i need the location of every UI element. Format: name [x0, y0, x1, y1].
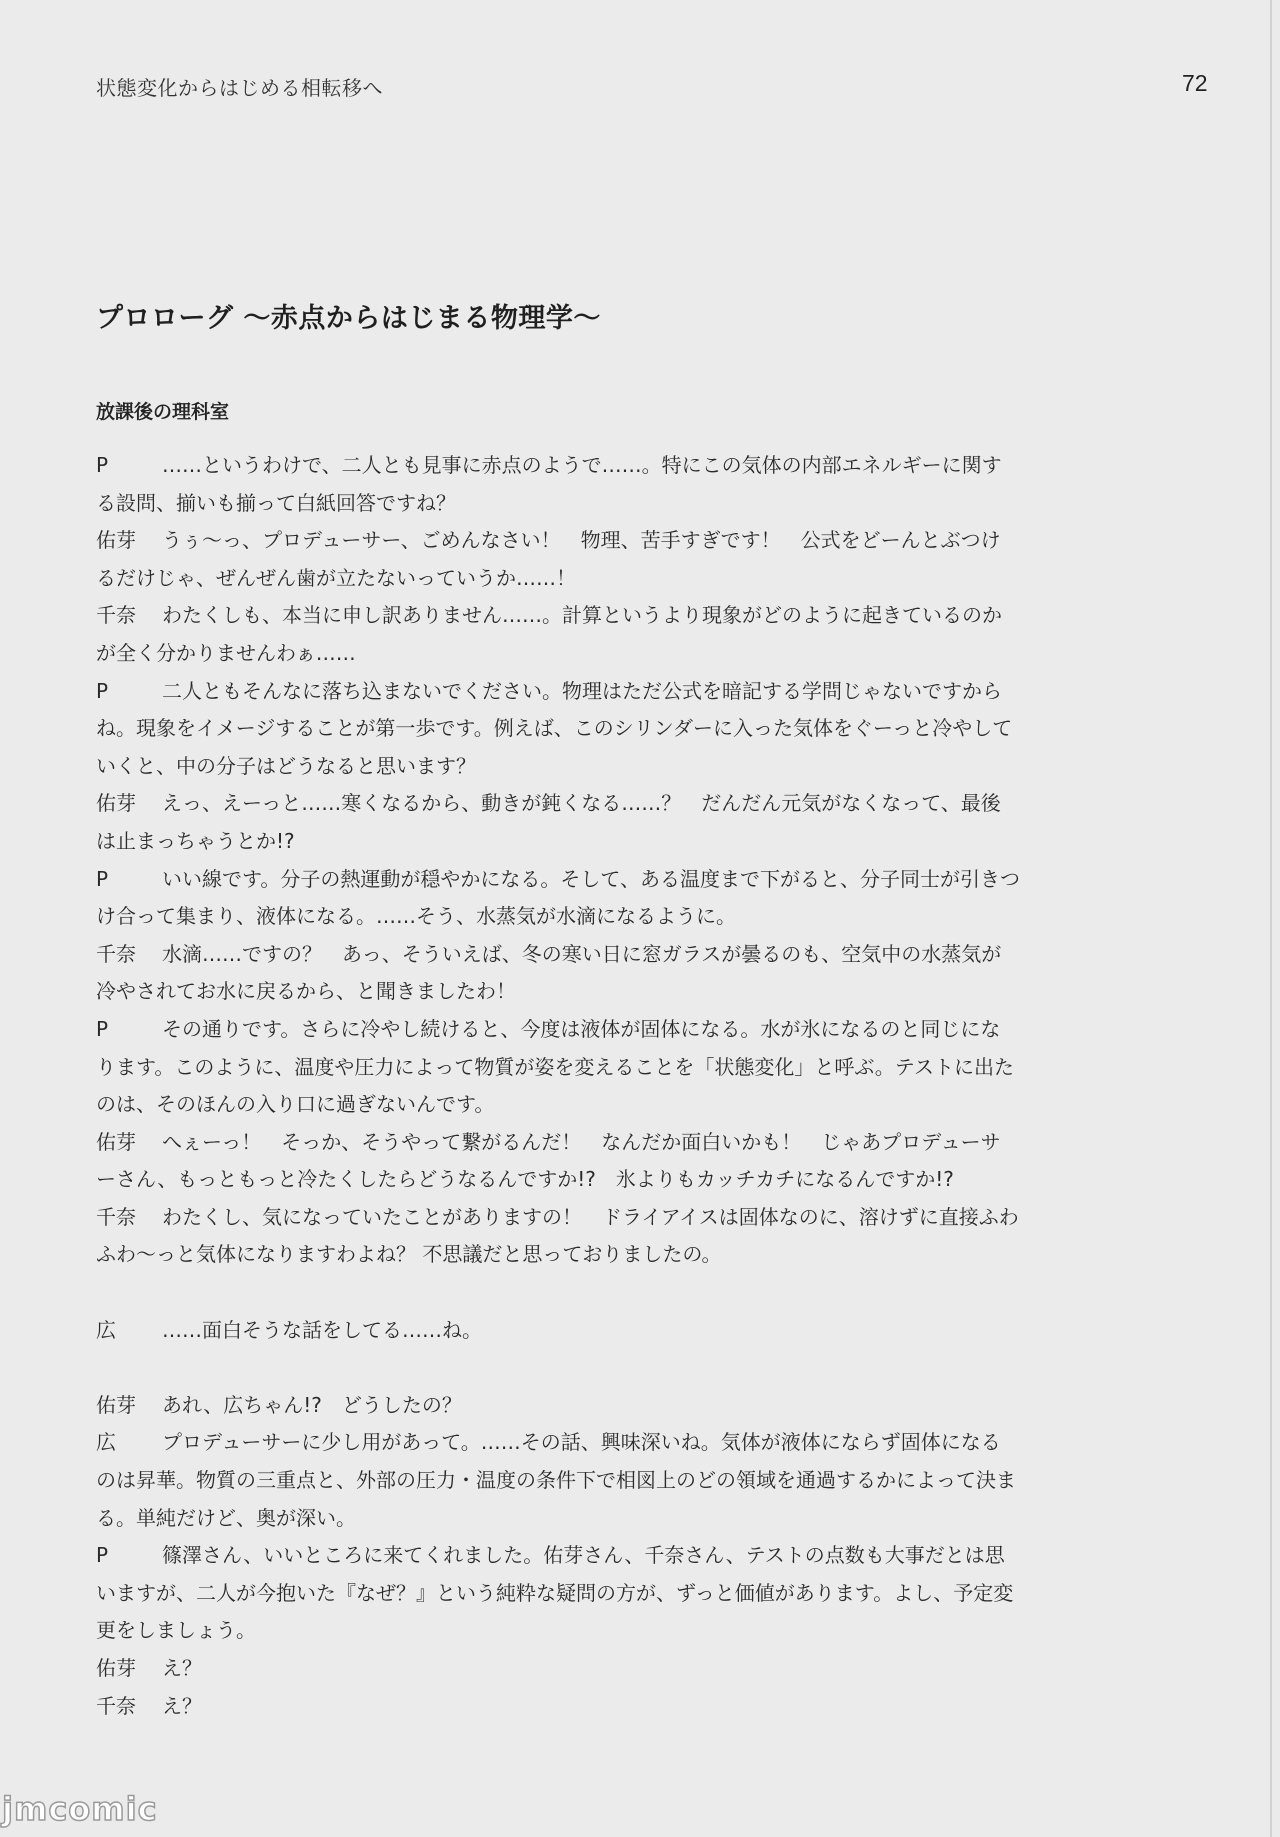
dialogue-text: わたくしも、本当に申し訳ありません……。計算というより現象がどのように起きているのかが全く分かりませんわぁ…… [96, 603, 1002, 665]
speaker-name: 佑芽 [96, 528, 136, 553]
dialogue-text: プロデューサーに少し用があって。……その話、興味深いね。気体が液体にならず固体になるのは昇華。物質の三重点と、外部の圧力・温度の条件下で相図上のどの領域を通過するかによって決まる。単純だけど、奥が深い。 [96, 1430, 1016, 1530]
dialogue-text: ……というわけで、二人とも見事に赤点のようで……。特にこの気体の内部エネルギーに関する設問、揃いも揃って白紙回答ですね？ [96, 453, 1002, 515]
dialogue-text: わたくし、気になっていたことがありますの！ ドライアイスは固体なのに、溶けずに直接ふわふわ〜っと気体になりますわよね？ 不思議だと思っておりましたの。 [96, 1204, 1019, 1267]
dialogue-text: ……面白そうな話をしてる……ね。 [162, 1317, 482, 1342]
dialogue-text: あれ、広ちゃん!? どうしたの？ [162, 1392, 462, 1417]
running-head-title: 状態変化からはじめる相転移へ [96, 76, 383, 100]
blank-line [96, 1349, 1020, 1387]
dialogue-line [96, 936, 1020, 1011]
speaker-name: 佑芽 [96, 1392, 136, 1417]
speaker-name: 千奈 [96, 1204, 136, 1229]
dialogue-text: いい線です。分子の熱運動が穏やかになる。そして、ある温度まで下がると、分子同士が引きつけ合って集まり、液体になる。……そう、水蒸気が水滴になるように。 [96, 866, 1020, 929]
dialogue-block [96, 447, 1020, 1725]
dialogue-line [96, 1387, 1020, 1425]
speaker-name: P [96, 1543, 109, 1568]
dialogue-line [96, 673, 1020, 786]
dialogue-line [96, 861, 1020, 936]
speaker-name: 佑芽 [96, 1129, 136, 1154]
speaker-name: 千奈 [96, 1693, 136, 1718]
dialogue-text: うぅ〜っ、プロデューサー、ごめんなさい！ 物理、苦手すぎです！ 公式をどーんとぶつけるだけじゃ、ぜんぜん歯が立たないっていうか……！ [96, 528, 1001, 590]
dialogue-line [96, 1688, 1020, 1726]
watermark-logo: jmcomic [2, 1790, 158, 1828]
dialogue-text: えっ、えーっと……寒くなるから、動きが鈍くなる……？ だんだん元気がなくなって、最後は止まっちゃうとか!? [96, 791, 1001, 853]
dialogue-line [96, 1424, 1020, 1537]
dialogue-text: 水滴……ですの？ あっ、そういえば、冬の寒い日に窓ガラスが曇るのも、空気中の水蒸気が冷やされてお水に戻るから、と聞きましたわ！ [96, 941, 1002, 1004]
speaker-name: P [96, 678, 109, 703]
page-edge-line [1270, 0, 1272, 1837]
speaker-name: 広 [96, 1430, 116, 1455]
page-number: 72 [1182, 70, 1208, 96]
dialogue-line [96, 447, 1020, 522]
dialogue-line [96, 1650, 1020, 1688]
dialogue-text: へぇーっ！ そっか、そうやって繋がるんだ！ なんだか面白いかも！ じゃあプロデューサーさん、もっともっと冷たくしたらどうなるんですか!? 氷よりもカッチカチになるんですか!? [96, 1129, 1001, 1192]
dialogue-line [96, 1537, 1020, 1650]
speaker-name: P [96, 866, 109, 891]
speaker-name: 佑芽 [96, 791, 136, 816]
dialogue-line [96, 1199, 1020, 1274]
speaker-name: P [96, 453, 109, 477]
section-title: 放課後の理科室 [96, 401, 230, 423]
dialogue-text: その通りです。さらに冷やし続けると、今度は液体が固体になる。水が氷になるのと同じになります。このように、温度や圧力によって物質が姿を変えることを「状態変化」と呼ぶ。テストに出たのは、そのほんの入り口に過ぎないんです。 [96, 1016, 1014, 1117]
dialogue-text: え？ [162, 1693, 202, 1718]
dialogue-line [96, 1312, 1020, 1350]
dialogue-line [96, 785, 1020, 860]
dialogue-line [96, 1124, 1020, 1199]
chapter-title: プロローグ 〜赤点からはじまる物理学〜 [96, 303, 601, 334]
speaker-name: 佑芽 [96, 1656, 136, 1680]
dialogue-line [96, 597, 1020, 672]
speaker-name: 広 [96, 1317, 116, 1342]
speaker-name: 千奈 [96, 603, 136, 628]
dialogue-text: 二人ともそんなに落ち込まないでください。物理はただ公式を暗記する学問じゃないですからね。現象をイメージすることが第一歩です。例えば、このシリンダーに入った気体をぐーっと冷やしていくと、中の分子はどうなると思います？ [96, 678, 1013, 778]
speaker-name: P [96, 1016, 109, 1041]
blank-line [96, 1274, 1020, 1312]
dialogue-line [96, 1011, 1020, 1124]
speaker-name: 千奈 [96, 941, 136, 966]
dialogue-text: 篠澤さん、いいところに来てくれました。佑芽さん、千奈さん、テストの点数も大事だとは思いますが、二人が今抱いた『なぜ？』という純粋な疑問の方が、ずっと価値があります。よし、予定変更をしましょう。 [96, 1543, 1014, 1643]
dialogue-line [96, 522, 1020, 597]
dialogue-text: え？ [162, 1656, 202, 1680]
